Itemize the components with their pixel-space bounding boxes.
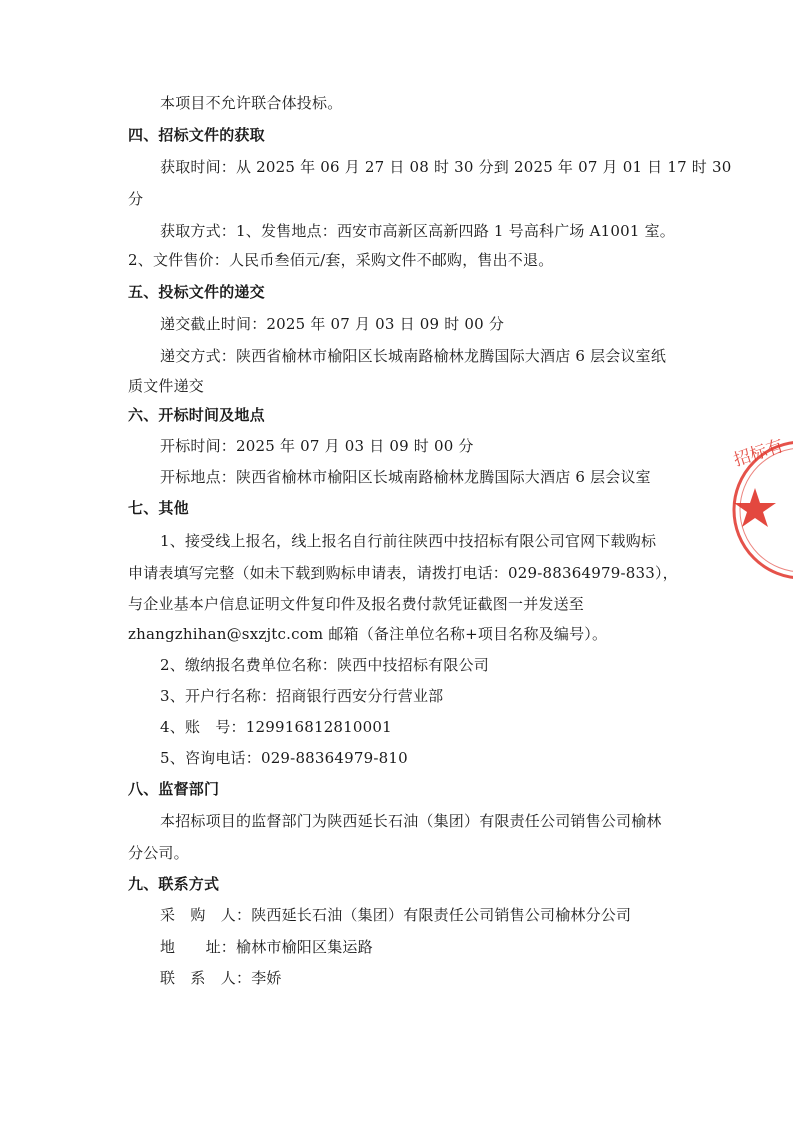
section-heading: 四、招标文件的获取 <box>128 126 265 144</box>
section-heading: 六、开标时间及地点 <box>128 406 265 424</box>
contact-person: 联 系 人：李娇 <box>160 969 282 987</box>
section-heading: 九、联系方式 <box>128 875 220 893</box>
text-line: 1、接受线上报名，线上报名自行前往陕西中技招标有限公司官网下载购标 <box>160 532 657 550</box>
text-line: 递交截止时间：2025 年 07 月 03 日 09 时 00 分 <box>160 315 505 333</box>
section-heading: 七、其他 <box>128 499 189 517</box>
contact-address: 地 址：榆林市榆阳区集运路 <box>160 938 373 956</box>
text-line: 与企业基本户信息证明文件复印件及报名费付款凭证截图一并发送至 <box>128 595 585 613</box>
account-number: 4、账 号：129916812810001 <box>160 718 392 736</box>
text-line: 递交方式：陕西省榆林市榆阳区长城南路榆林龙腾国际大酒店 6 层会议室纸 <box>160 347 667 365</box>
contact-purchaser: 采 购 人：陕西延长石油（集团）有限责任公司销售公司榆林分公司 <box>160 906 632 924</box>
text-line: 开标地点：陕西省榆林市榆阳区长城南路榆林龙腾国际大酒店 6 层会议室 <box>160 468 651 486</box>
phone-number: 5、咨询电话：029-88364979-810 <box>160 749 408 767</box>
text-line: 分 <box>128 190 144 208</box>
text-line: 本项目不允许联合体投标。 <box>160 94 343 112</box>
text-line: 3、开户行名称：招商银行西安分行营业部 <box>160 687 444 705</box>
section-heading: 八、监督部门 <box>128 780 220 798</box>
company-seal <box>722 432 793 592</box>
text-line: 开标时间：2025 年 07 月 03 日 09 时 00 分 <box>160 437 474 455</box>
text-line: 2、文件售价：人民币叁佰元/套，采购文件不邮购，售出不退。 <box>128 251 554 269</box>
text-line: 申请表填写完整（如未下载到购标申请表，请拨打电话：029-88364979-833）， <box>128 564 678 582</box>
text-line: 本招标项目的监督部门为陕西延长石油（集团）有限责任公司销售公司榆林 <box>160 812 662 830</box>
text-line: 2、缴纳报名费单位名称：陕西中技招标有限公司 <box>160 656 489 674</box>
text-line: 质文件递交 <box>128 377 205 395</box>
text-line: 获取方式：1、发售地点：西安市高新区高新四路 1 号高科广场 A1001 室。 <box>160 222 675 240</box>
email-line: zhangzhihan@sxzjtc.com 邮箱（备注单位名称+项目名称及编号）。 <box>128 625 608 643</box>
seal-text: 招标有 <box>731 435 787 471</box>
text-line: 分公司。 <box>128 844 189 862</box>
section-heading: 五、投标文件的递交 <box>128 283 265 301</box>
text-line: 获取时间：从 2025 年 06 月 27 日 08 时 30 分到 2025 年 07 月 01 日 17 时 30 <box>160 158 732 176</box>
